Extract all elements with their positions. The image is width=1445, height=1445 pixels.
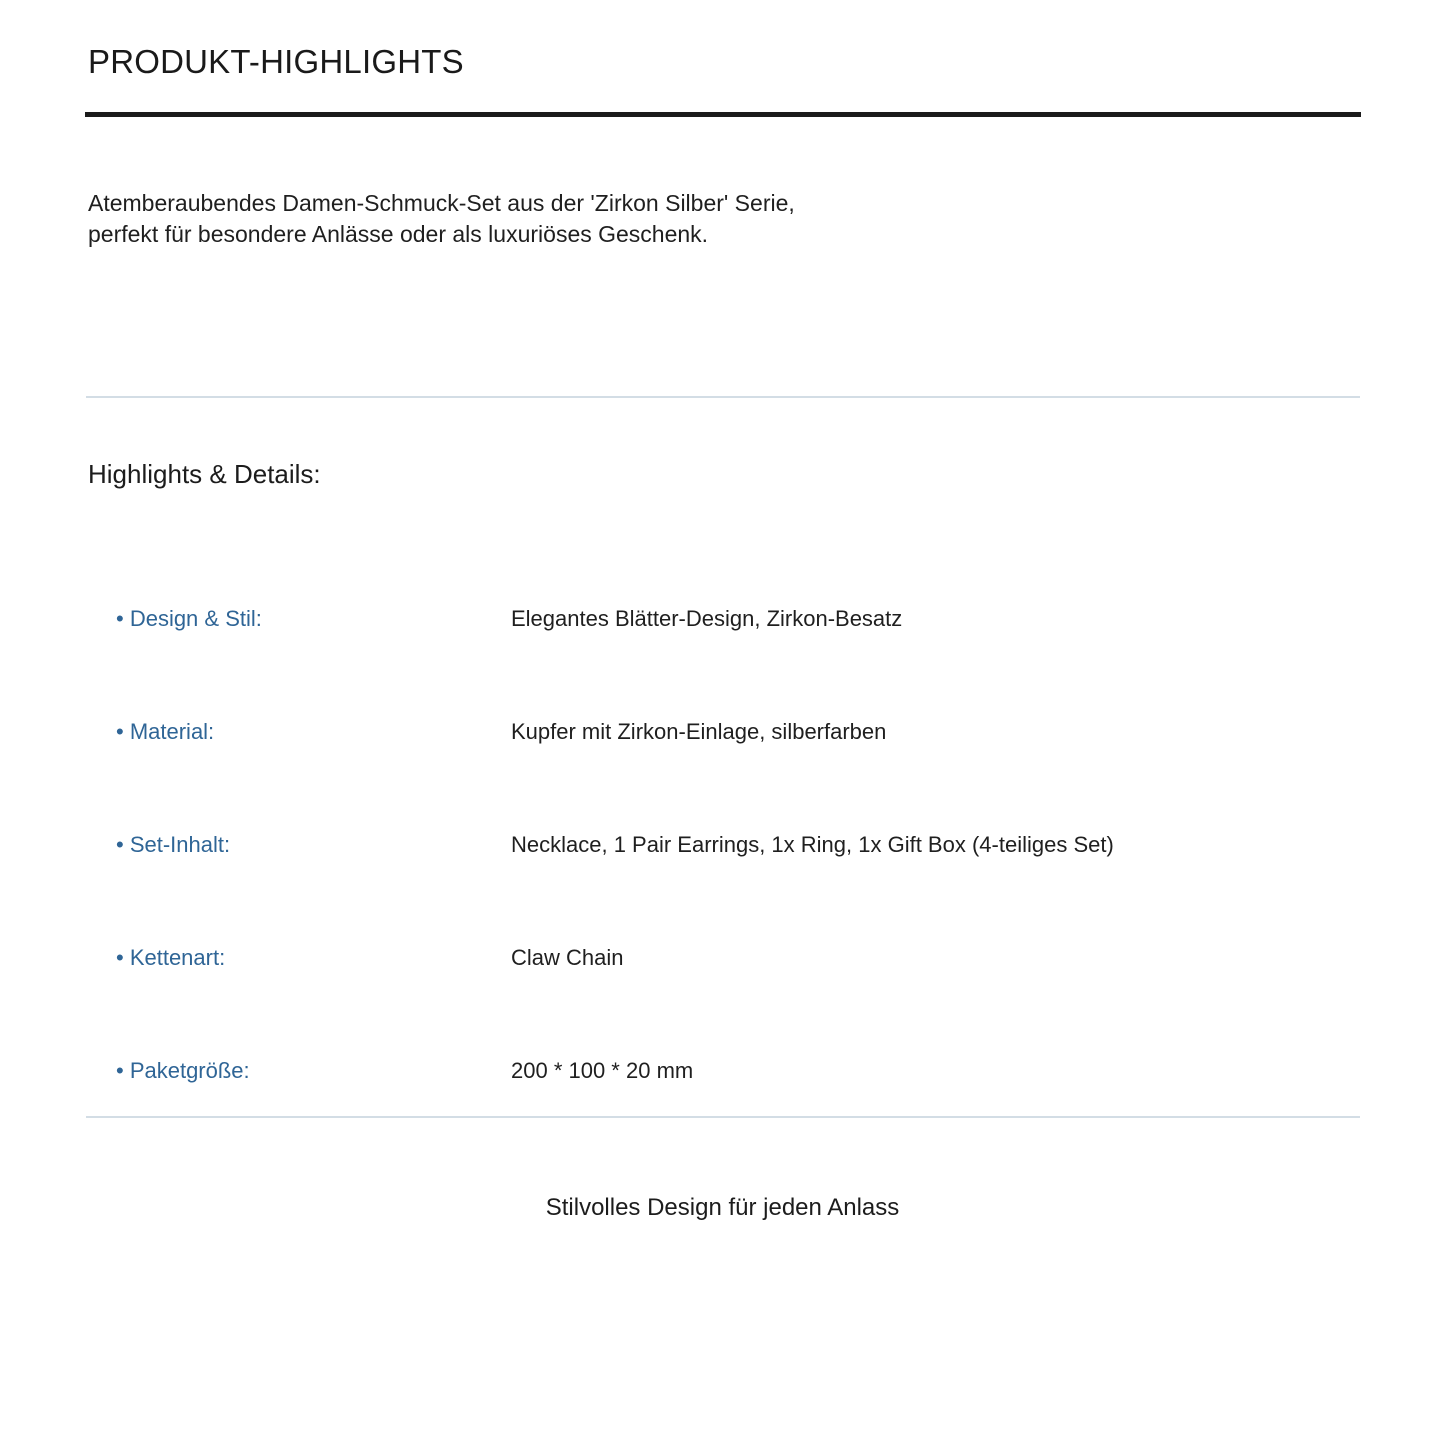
details-heading: Highlights & Details: xyxy=(88,459,321,489)
intro-line-2: perfekt für besondere Anlässe oder als luxuriöses Geschenk. xyxy=(88,221,709,247)
spec-row-chain-type xyxy=(116,941,1316,975)
title-rule xyxy=(85,112,1361,117)
spec-label: • Paketgröße: xyxy=(116,1058,250,1083)
section-divider-top xyxy=(86,396,1360,398)
section-divider-bottom xyxy=(86,1116,1360,1118)
spec-value: Elegantes Blätter-Design, Zirkon-Besatz xyxy=(511,606,903,631)
spec-row-set-contents xyxy=(116,828,1316,862)
spec-label: • Material: xyxy=(116,719,215,744)
spec-value: 200 * 100 * 20 mm xyxy=(511,1058,694,1083)
tagline: Stilvolles Design für jeden Anlass xyxy=(545,1194,900,1221)
spec-label: • Design & Stil: xyxy=(116,606,262,631)
spec-label: • Kettenart: xyxy=(116,945,226,970)
spec-label: • Set-Inhalt: xyxy=(116,832,231,857)
spec-value: Claw Chain xyxy=(511,945,624,970)
intro-text xyxy=(88,188,988,250)
spec-value: Necklace, 1 Pair Earrings, 1x Ring, 1x Gift Box (4-teiliges Set) xyxy=(511,832,1114,857)
intro-line-1: Atemberaubendes Damen-Schmuck-Set aus der 'Zirkon Silber' Serie, xyxy=(88,190,795,216)
spec-row-design xyxy=(116,602,1316,636)
spec-value: Kupfer mit Zirkon-Einlage, silberfarben xyxy=(511,719,887,744)
page-title: PRODUKT-HIGHLIGHTS xyxy=(88,43,464,80)
spec-row-package-size xyxy=(116,1054,1316,1088)
spec-row-material xyxy=(116,715,1316,749)
